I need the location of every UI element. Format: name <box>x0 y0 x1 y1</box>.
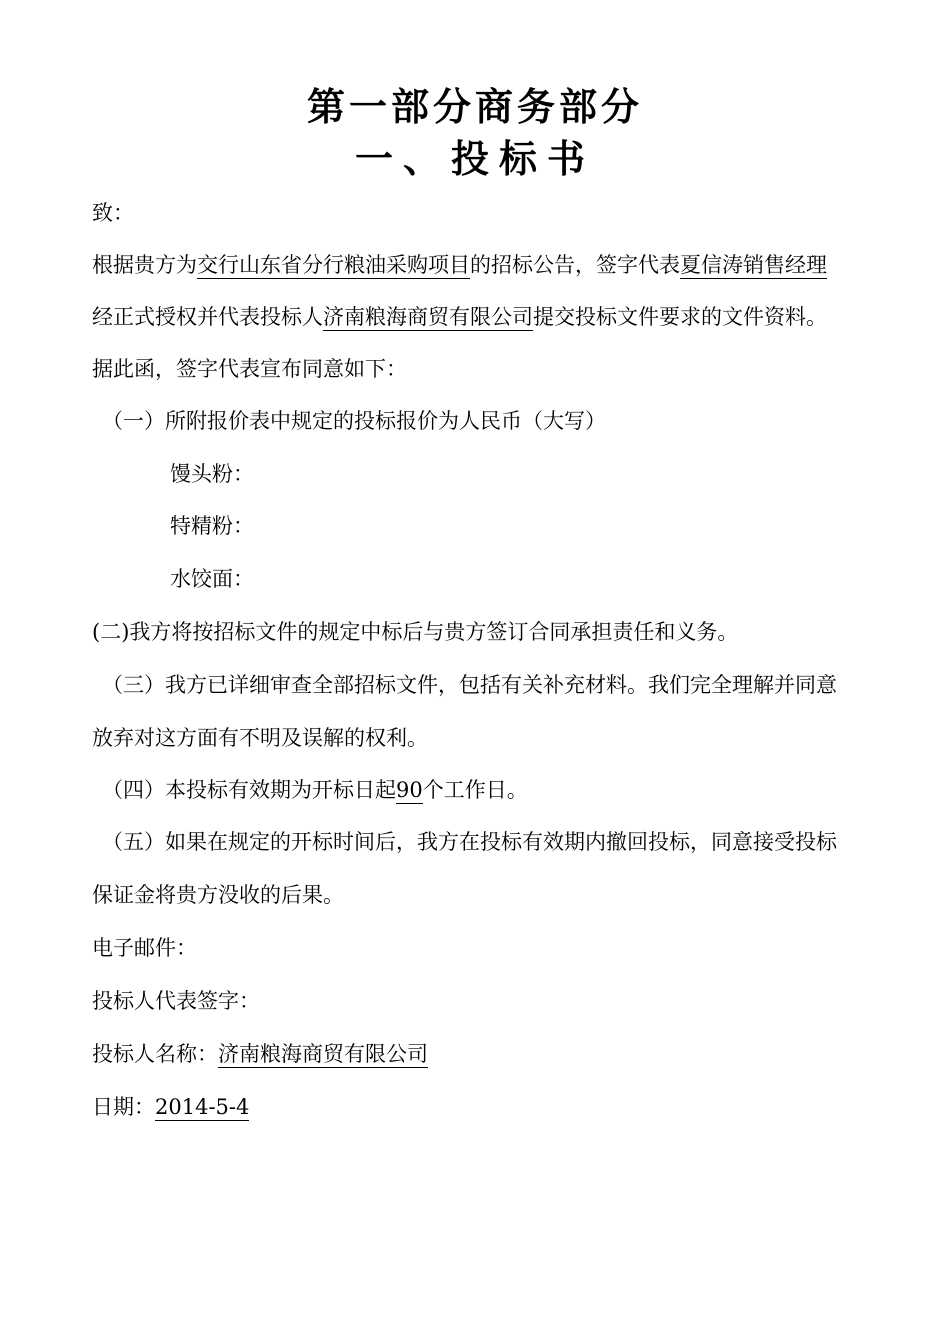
item-3-line-1: （三）我方已详细审查全部招标文件，包括有关补充材料。我们完全理解并同意 <box>102 673 837 697</box>
item-1: （一）所附报价表中规定的投标报价为人民币（大写） <box>102 409 606 433</box>
bidder-name: 济南粮海商贸有限公司 <box>218 1042 428 1066</box>
p2-suffix: 提交投标文件要求的文件资料。 <box>533 305 827 329</box>
date-row <box>92 1092 249 1122</box>
paragraph-1 <box>92 250 827 280</box>
date-value: 2014-5-4 <box>155 1095 250 1119</box>
paragraph-3: 据此函，签字代表宣布同意如下： <box>92 357 407 381</box>
signer-field <box>680 253 827 279</box>
paragraph-2 <box>92 302 827 332</box>
project-name: 交行山东省分行粮油采购项目 <box>197 253 470 277</box>
signer-name: 夏信涛 <box>680 253 743 277</box>
item-5-line-1: （五）如果在规定的开标时间后，我方在投标有效期内撤回投标，同意接受投标 <box>102 830 837 854</box>
p1-prefix: 根据贵方为 <box>92 253 197 277</box>
price-special-flour: 特精粉： <box>170 514 254 538</box>
bidder-name-row <box>92 1039 428 1069</box>
validity-days: 90 <box>396 778 423 802</box>
item-4 <box>102 775 528 805</box>
bidder-name-label: 投标人名称： <box>92 1042 218 1066</box>
item-5-line-2: 保证金将贵方没收的后果。 <box>92 883 344 907</box>
rep-sign-label: 投标人代表签字： <box>92 989 260 1013</box>
section-title: 一、投标书 <box>354 137 595 181</box>
company-name: 济南粮海商贸有限公司 <box>323 305 533 329</box>
p1-mid: 的招标公告，签字代表 <box>470 253 680 277</box>
salutation: 致： <box>92 201 134 225</box>
p2-prefix: 经正式授权并代表投标人 <box>92 305 323 329</box>
part-title: 第一部分商务部分 <box>306 85 643 129</box>
item-4-suffix: 个工作日。 <box>422 778 528 802</box>
date-label: 日期： <box>92 1095 155 1119</box>
email-label: 电子邮件： <box>92 936 197 960</box>
price-mantou-flour: 馒头粉： <box>170 462 254 486</box>
item-3-line-2: 放弃对这方面有不明及误解的权利。 <box>92 726 428 750</box>
price-dumpling-flour: 水饺面： <box>170 567 254 591</box>
item-4-prefix: （四）本投标有效期为开标日起 <box>102 778 396 802</box>
item-2: (二)我方将按招标文件的规定中标后与贵方签订合同承担责任和义务。 <box>92 620 739 644</box>
signer-title: 销售经理 <box>743 253 827 277</box>
